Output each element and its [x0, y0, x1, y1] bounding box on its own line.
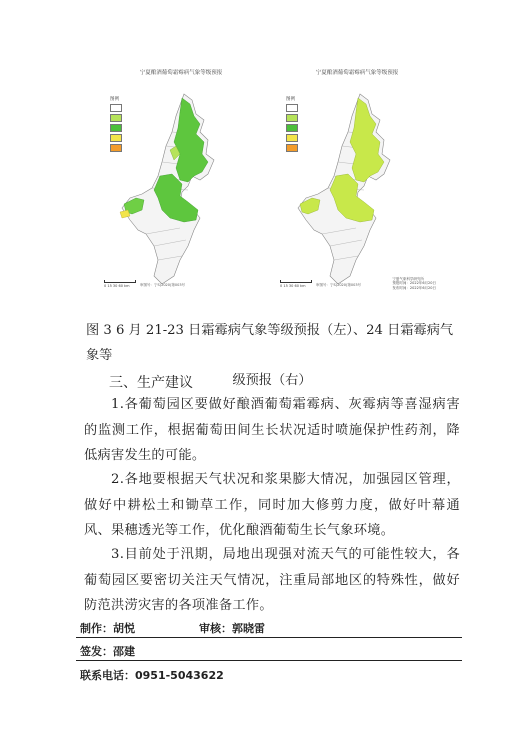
legend-title: 图例	[286, 97, 295, 102]
map-right-issuer	[392, 277, 436, 291]
issuer-forecast-time: 预报时间：2022年6月20日	[392, 281, 436, 285]
legend-swatch-yellow	[110, 134, 122, 142]
map-right-scale-note: 审图号：宁S(2020)第003号	[316, 283, 362, 287]
scale-bar	[104, 280, 136, 283]
paragraph-2: 2.各地要根据天气状况和浆果膨大情况，加强园区管理，做好中耕松土和锄草工作，同时加大修剪力度，做好叶幕通风、果穗透光等工作，优化酿酒葡萄生长气象环境。	[84, 472, 460, 538]
legend-swatch-light	[286, 114, 298, 122]
divider-line	[76, 660, 462, 661]
reviewer-label: 审核：郭晓雷	[199, 622, 265, 635]
map-left-title: 宁夏酿酒葡萄霜霉病气象等级预报	[139, 70, 223, 76]
map-left	[96, 68, 266, 300]
legend-swatch-green	[286, 124, 298, 132]
legend-swatch-orange	[110, 144, 122, 152]
divider-line	[76, 637, 462, 638]
maker-label: 制作：胡悦	[80, 622, 135, 635]
map-left-scale-note: 审图号：宁S(2020)第003号	[140, 283, 186, 287]
map-right-scale	[280, 280, 312, 288]
paragraph-3: 3.目前处于汛期，局地出现强对流天气的可能性较大，各葡萄园区要密切关注天气情况，注重局部地区的特殊性，做好防范洪涝灾害的各项准备工作。	[84, 547, 460, 613]
issuer-name: 宁夏气象科学研究所	[392, 276, 424, 281]
legend-swatch-yellow	[286, 134, 298, 142]
legend-swatch-orange	[286, 144, 298, 152]
legend-swatch-green	[110, 124, 122, 132]
caption-line-2: 级预报（右）	[232, 373, 312, 388]
contact-phone: 联系电话：0951-5043622	[80, 669, 224, 682]
map-right-legend	[286, 96, 298, 152]
map-left-legend	[110, 96, 122, 152]
section-heading: 三、生产建议	[109, 375, 193, 391]
map-right	[272, 68, 442, 300]
legend-title: 图例	[110, 97, 119, 102]
map-right-title: 宁夏酿酒葡萄霜霉病气象等级预报	[315, 70, 399, 76]
scale-bar	[280, 280, 312, 283]
map-left-scale	[104, 280, 136, 288]
legend-swatch-none	[110, 104, 122, 112]
caption-line-1: 图 3 6 月 21-23 日霜霉病气象等级预报（左）、24 日霜霉病气象等	[86, 323, 454, 363]
signer-label: 签发：邵建	[80, 645, 135, 658]
legend-swatch-none	[286, 104, 298, 112]
scale-labels: 0 15 30 60 km	[280, 284, 306, 288]
scale-labels: 0 15 30 60 km	[104, 284, 130, 288]
legend-swatch-light	[110, 114, 122, 122]
paragraph-1: 1.各葡萄园区要做好酿酒葡萄霜霉病、灰霉病等喜湿病害的监测工作，根据葡萄田间生长状况适时喷施保护性药剂，降低病害发生的可能。	[84, 397, 460, 463]
issuer-release-time: 发布时间：2022年6月20日	[392, 285, 436, 290]
